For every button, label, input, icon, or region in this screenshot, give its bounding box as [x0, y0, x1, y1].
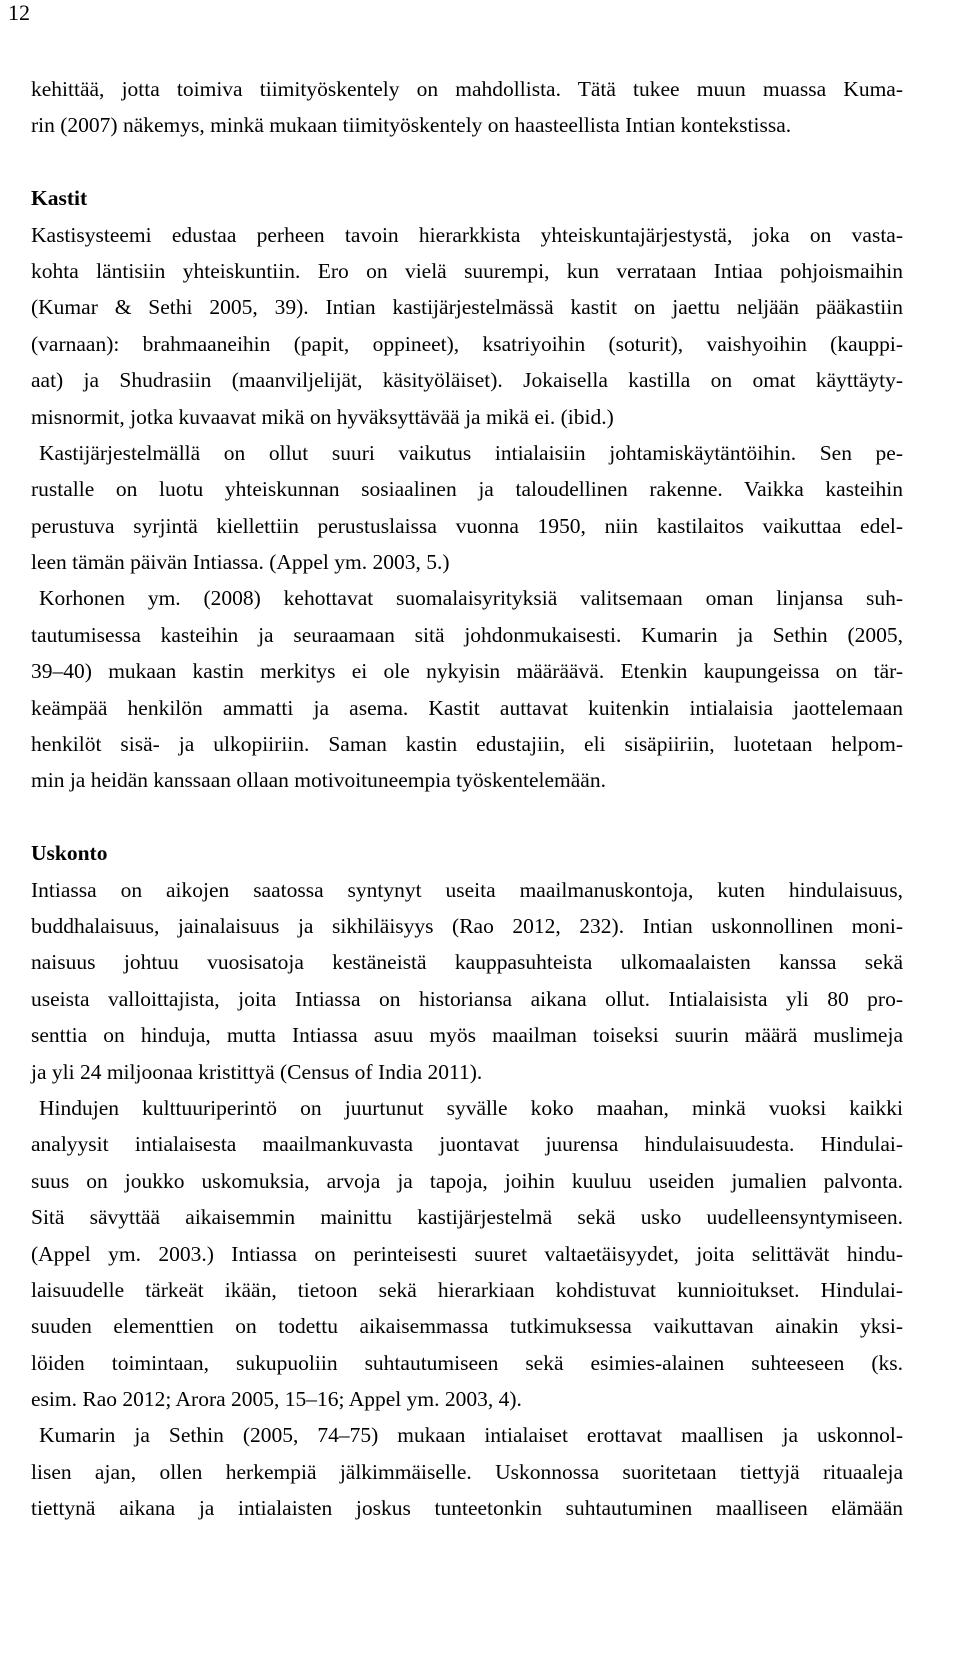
text-line: Sitä sävyttää aikaisemmin mainittu kastijärjestelmä sekä usko uudelleensyntymiseen.	[31, 1205, 903, 1230]
text-line: Intiassa on aikojen saatossa syntynyt useita maailmanuskontoja, kuten hindulaisuus,	[31, 877, 903, 902]
text-line: (Appel ym. 2003.) Intiassa on perinteisesti suuret valtaetäisyydet, joita selittävät hindu-	[31, 1241, 903, 1266]
text-line: leen tämän päivän Intiassa. (Appel ym. 2003, 5.)	[31, 550, 450, 575]
text-line: perustuva syrjintä kiellettiin perustuslaissa vuonna 1950, niin kastilaitos vaikuttaa edel-	[31, 513, 903, 538]
section-kastit	[31, 184, 903, 803]
section-gap	[31, 803, 903, 839]
text-line: aat) ja Shudrasiin (maanviljelijät, käsityöläiset). Jokaisella kastilla on omat käyttäyty-	[31, 368, 903, 393]
paragraph	[31, 1421, 903, 1530]
paragraph	[31, 876, 903, 1094]
text-line: Kastisysteemi edustaa perheen tavoin hierarkkista yhteiskuntajärjestystä, joka on vasta-	[31, 222, 903, 247]
text-line: Kumarin ja Sethin (2005, 74–75) mukaan intialaiset erottavat maallisen ja uskonnol-	[39, 1423, 903, 1448]
text-line: Korhonen ym. (2008) kehottavat suomalaisyrityksiä valitsemaan oman linjansa suh-	[39, 586, 903, 611]
text-line: henkilöt sisä- ja ulkopiiriin. Saman kastin edustajiin, eli sisäpiiriin, luotetaan helpom-	[31, 732, 903, 757]
text-line: löiden toimintaan, sukupuoliin suhtautumiseen sekä esimies-alainen suhteeseen (ks.	[31, 1350, 903, 1375]
text-line: analyysit intialaisesta maailmankuvasta juontavat juurensa hindulaisuudesta. Hindulai-	[31, 1132, 903, 1157]
text-line: 39–40) mukaan kastin merkitys ei ole nykyisin määräävä. Etenkin kaupungeissa on tär-	[31, 659, 903, 684]
text-line: (varnaan): brahmaaneihin (papit, oppineet), ksatriyoihin (soturit), vaishyoihin (kauppi-	[31, 331, 903, 356]
text-line: useista valloittajista, joita Intiassa on historiansa aikana ollut. Intialaisista yli 80 pro-	[31, 986, 903, 1011]
text-line: suuden elementtien on todettu aikaisemmassa tutkimuksessa vaikuttavan ainakin yksi-	[31, 1314, 903, 1339]
section-gap	[31, 148, 903, 184]
text-line: (Kumar & Sethi 2005, 39). Intian kastijärjestelmässä kastit on jaettu neljään pääkastiin	[31, 295, 903, 320]
text-line: esim. Rao 2012; Arora 2005, 15–16; Appel ym. 2003, 4).	[31, 1387, 522, 1412]
text-line: misnormit, jotka kuvaavat mikä on hyväksyttävää ja mikä ei. (ibid.)	[31, 404, 614, 429]
text-line: rustalle on luotu yhteiskunnan sosiaalinen ja taloudellinen rakenne. Vaikka kasteihin	[31, 477, 903, 502]
text-line: ja yli 24 miljoonaa kristittyä (Census of India 2011).	[31, 1059, 483, 1084]
section-uskonto	[31, 839, 903, 1530]
text-line: buddhalaisuus, jainalaisuus ja sikhiläisyys (Rao 2012, 232). Intian uskonnollinen moni-	[31, 913, 903, 938]
text-line: lisen ajan, ollen herkempiä jälkimmäiselle. Uskonnossa suoritetaan tiettyjä rituaaleja	[31, 1459, 903, 1484]
text-line: laisuudelle tärkeät ikään, tietoon sekä hierarkiaan kohdistuvat kunnioitukset. Hindulai-	[31, 1277, 903, 1302]
text-line: naisuus johtuu vuosisatoja kestäneistä kauppasuhteista ulkomaalaisten kanssa sekä	[31, 950, 903, 975]
document-body	[31, 75, 903, 1531]
paragraph	[31, 1094, 903, 1422]
text-line: min ja heidän kanssaan ollaan motivoituneempia työskentelemään.	[31, 768, 606, 793]
text-line: Hindujen kulttuuriperintö on juurtunut syvälle koko maahan, minkä vuoksi kaikki	[39, 1095, 903, 1120]
text-line: rin (2007) näkemys, minkä mukaan tiimityöskentely on haasteellista Intian kontekstissa.	[31, 113, 792, 138]
text-line: tautumisessa kasteihin ja seuraamaan sitä johdonmukaisesti. Kumarin ja Sethin (2005,	[31, 622, 903, 647]
paragraph	[31, 584, 903, 802]
section-heading: Uskonto	[31, 841, 108, 866]
text-line: tiettynä aikana ja intialaisten joskus tunteetonkin suhtautuminen maalliseen elämään	[31, 1496, 903, 1521]
text-line: Kastijärjestelmällä on ollut suuri vaikutus intialaisiin johtamiskäytäntöihin. Sen pe-	[39, 440, 903, 465]
text-line: suus on joukko uskomuksia, arvoja ja tapoja, joihin kuuluu useiden jumalien palvonta.	[31, 1168, 903, 1193]
paragraph	[31, 221, 903, 439]
paragraph	[31, 439, 903, 585]
section-heading: Kastit	[31, 186, 88, 211]
text-line: senttia on hinduja, mutta Intiassa asuu myös maailman toiseksi suurin määrä muslimeja	[31, 1023, 903, 1048]
intro-paragraph	[31, 75, 903, 148]
text-line: keämpää henkilön ammatti ja asema. Kastit auttavat kuitenkin intialaisia jaottelemaan	[31, 695, 903, 720]
page-number: 12	[8, 0, 30, 25]
text-line: kehittää, jotta toimiva tiimityöskentely on mahdollista. Tätä tukee muun muassa Kuma-	[31, 77, 903, 101]
text-line: kohta läntisiin yhteiskuntiin. Ero on vielä suurempi, kun verrataan Intiaa pohjoismaihin	[31, 258, 903, 283]
